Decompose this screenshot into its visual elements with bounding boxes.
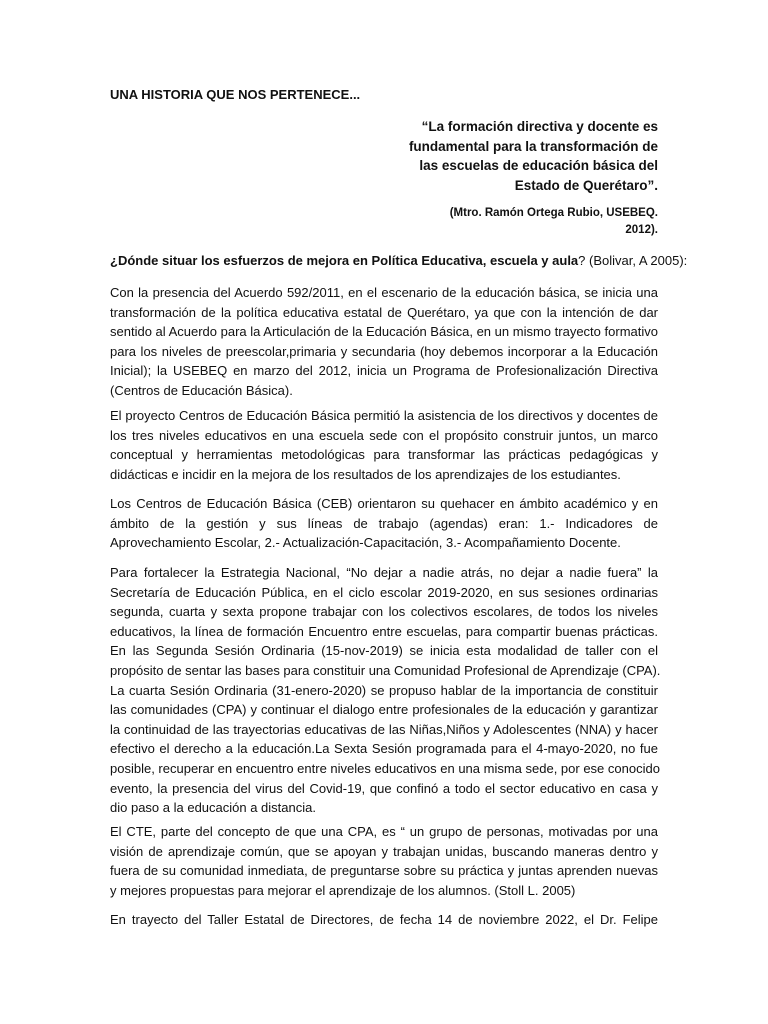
document-title: UNA HISTORIA QUE NOS PERTENECE...	[110, 87, 361, 102]
paragraph-line: Con la presencia del Acuerdo 592/2011, en el escenario de la educación básica, se inicia una	[110, 285, 658, 300]
paragraph-line: El proyecto Centros de Educación Básica permitió la asistencia de los directivos y docentes de	[110, 408, 658, 423]
author-line: 2012).	[625, 224, 658, 236]
quote-line: las escuelas de educación básica del	[419, 158, 658, 173]
paragraph-line: dio paso a la educación a distancia.	[110, 800, 316, 816]
paragraph-line: la continuidad de las trayectorias educativas de las Niñas,Niños y Adolescentes (NNA) y hacer	[110, 721, 658, 737]
paragraph-line: sentido al Acuerdo para la Articulación de la Educación Básica, en un mismo trayecto formativo	[110, 324, 658, 340]
epigraph-author	[358, 205, 658, 239]
paragraph-3	[110, 494, 658, 553]
paragraph-line: evento, la presencia del virus del Covid-19, que confinó a todo el sector educativo en casa y	[110, 780, 658, 796]
guiding-question	[110, 252, 688, 270]
paragraph-line: conceptual y herramientas metodológicas para transformar las prácticas pedagógicas y	[110, 447, 658, 463]
quote-line: Estado de Querétaro”.	[514, 177, 658, 193]
quote-line: fundamental para la transformación de	[408, 138, 658, 154]
paragraph-line: Los Centros de Educación Básica (CEB) orientaron su quehacer en ámbito académico y en	[110, 496, 658, 511]
question-citation: ? (Bolivar, A 2005):	[578, 253, 688, 268]
paragraph-line: efectivo el derecho a la educación.La Sexta Sesión programada para el 4-mayo-2020, no fue	[110, 741, 658, 757]
paragraph-line: Inicial); la USEBEQ en marzo del 2012, inicia un Programa de Profesionalización Directiva	[110, 363, 658, 379]
paragraph-4	[110, 563, 661, 818]
paragraph-line: para los niveles de preescolar,primaria y secundaria (hoy debemos incorporar a la Educación	[110, 343, 658, 359]
paragraph-line: Secretaría de Educación Pública, en el ciclo escolar 2019-2020, en sus sesiones ordinarias	[110, 584, 658, 600]
question-bold-text: ¿Dónde situar los esfuerzos de mejora en Política Educativa, escuela y aula	[110, 253, 579, 268]
author-line: (Mtro. Ramón Ortega Rubio, USEBEQ.	[449, 207, 658, 219]
paragraph-line: didácticas e incidir en la mejora de los resultados de los aprendizajes de los estudiantes.	[110, 466, 621, 482]
paragraph-line: los tres niveles educativos en una escuela sede con el propósito construir juntos, un marco	[110, 427, 658, 443]
paragraph-line: (Centros de Educación Básica).	[110, 382, 293, 398]
paragraph-line: las comunidades (CPA) y continuar el dialogo entre profesionales de la educación y garantizar	[110, 702, 658, 718]
paragraph-line: La cuarta Sesión Ordinaria (31-enero-2020) se propuso hablar de la importancia de constituir	[110, 682, 658, 698]
paragraph-line: fuera de su comunidad inmediata, de preguntarse sobre su práctica y juntas aprenden nuevas	[110, 863, 658, 879]
paragraph-5	[110, 822, 658, 900]
paragraph-line: Para fortalecer la Estrategia Nacional, “No dejar a nadie atrás, no dejar a nadie fuera” la	[110, 565, 658, 580]
paragraph-line: transformación de la política educativa estatal de Querétaro, ya que con la intención de dar	[110, 304, 658, 320]
paragraph-line: En trayecto del Taller Estatal de Directores, de fecha 14 de noviembre 2022, el Dr. Felipe	[110, 912, 658, 927]
paragraph-line: educativos, la línea de formación Encuentro entre escuelas, para compartir buenas prácticas.	[110, 623, 658, 639]
quote-line: “La formación directiva y docente es	[421, 119, 658, 134]
paragraph-2	[110, 406, 658, 484]
epigraph-quote	[358, 117, 658, 195]
paragraph-line: Aprovechamiento Escolar, 2.- Actualización-Capacitación, 3.- Acompañamiento Docente.	[110, 535, 621, 551]
paragraph-line: En las Segunda Sesión Ordinaria (15-nov-2019) se inicia esta modalidad de taller con el	[110, 643, 658, 659]
paragraph-1	[110, 283, 658, 401]
paragraph-line: El CTE, parte del concepto de que una CPA, es “ un grupo de personas, motivadas por una	[110, 824, 658, 839]
paragraph-line: ámbito de la gestión y sus líneas de trabajo (agendas) eran: 1.- Indicadores de	[110, 515, 658, 531]
paragraph-line: segunda, cuarta y sexta propone trabajar con los colectivos escolares, de todos los niveles	[110, 604, 658, 620]
paragraph-6	[110, 910, 658, 930]
paragraph-line: propósito de sentar las bases para constituir una Comunidad Profesional de Aprendizaje (CPA).	[110, 662, 661, 678]
paragraph-line: y mejores propuestas para mejorar el aprendizaje de los alumnos. (Stoll L. 2005)	[110, 882, 576, 898]
paragraph-line: visión de aprendizaje común, que se apoyan y trabajan unidas, buscando maneras dentro y	[110, 843, 658, 859]
paragraph-line: posible, recuperar en encuentro entre niveles educativos en una misma sede, por ese conocido	[110, 760, 660, 776]
